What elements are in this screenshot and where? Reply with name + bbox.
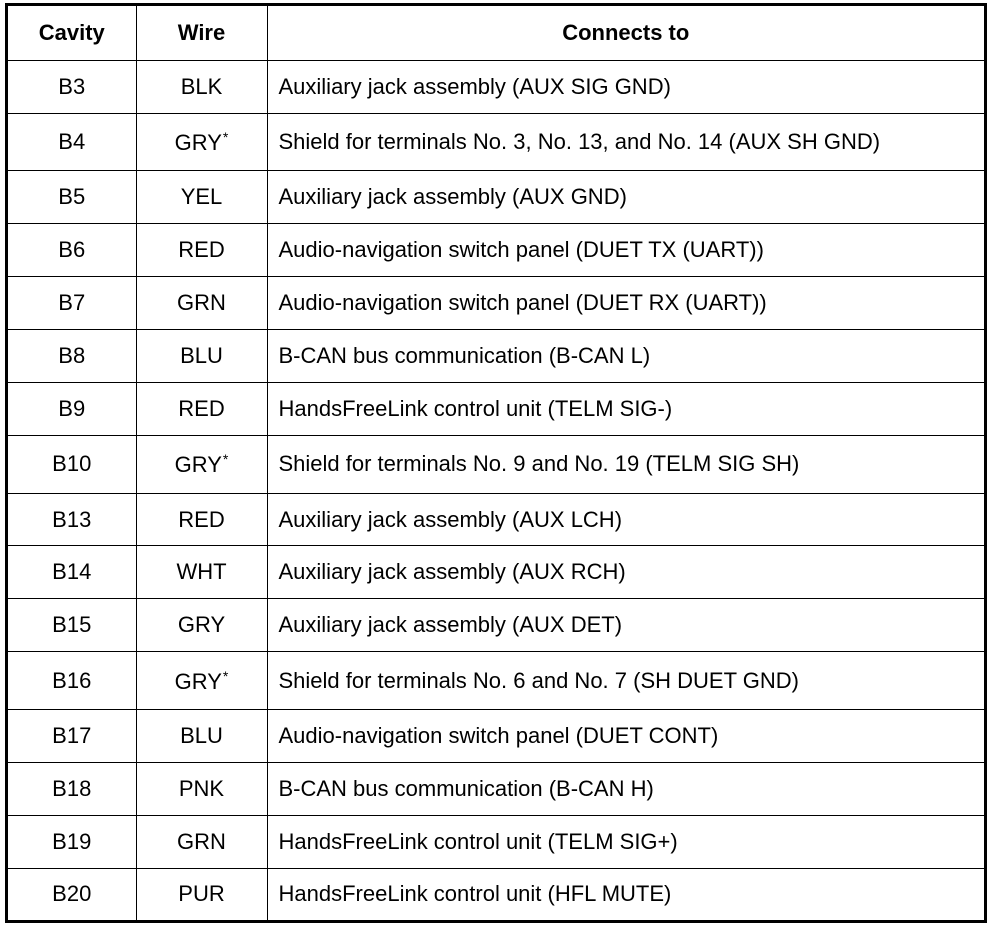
table-row bbox=[8, 493, 984, 546]
wire-cell bbox=[136, 709, 267, 762]
table-row bbox=[8, 224, 984, 277]
wire-color-label: BLK bbox=[180, 73, 223, 99]
wire-color-label: RED bbox=[178, 237, 225, 263]
cavity-cell: B18 bbox=[8, 762, 136, 815]
cavity-cell: B6 bbox=[8, 224, 136, 277]
cavity-cell: B4 bbox=[8, 113, 136, 171]
wire-color-label: PNK bbox=[178, 775, 225, 801]
connects-to-cell: Auxiliary jack assembly (AUX LCH) bbox=[267, 493, 984, 546]
connects-to-cell: Auxiliary jack assembly (AUX SIG GND) bbox=[267, 61, 984, 114]
cavity-cell: B16 bbox=[8, 652, 136, 710]
cavity-cell: B19 bbox=[8, 815, 136, 868]
header-wire: Wire bbox=[136, 6, 267, 61]
wire-color-label: BLU bbox=[180, 343, 223, 369]
wire-color-label: YEL bbox=[180, 184, 223, 210]
wire-color-label: RED bbox=[178, 506, 225, 532]
table-row bbox=[8, 383, 984, 436]
cavity-cell: B3 bbox=[8, 61, 136, 114]
table-row bbox=[8, 171, 984, 224]
shield-asterisk: * bbox=[222, 451, 229, 468]
table-body bbox=[8, 61, 984, 921]
table-row bbox=[8, 546, 984, 599]
connector-table-frame bbox=[5, 3, 987, 923]
cavity-cell: B14 bbox=[8, 546, 136, 599]
table-row bbox=[8, 436, 984, 494]
wire-cell bbox=[136, 277, 267, 330]
connects-to-cell: B-CAN bus communication (B-CAN H) bbox=[267, 762, 984, 815]
table-row bbox=[8, 599, 984, 652]
connects-to-cell: Audio-navigation switch panel (DUET TX (UART)) bbox=[267, 224, 984, 277]
connects-to-cell: Auxiliary jack assembly (AUX DET) bbox=[267, 599, 984, 652]
connects-to-cell: Auxiliary jack assembly (AUX RCH) bbox=[267, 546, 984, 599]
connects-to-cell: Shield for terminals No. 3, No. 13, and No. 14 (AUX SH GND) bbox=[267, 113, 984, 171]
table-row bbox=[8, 652, 984, 710]
table-header-row bbox=[8, 6, 984, 61]
wire-cell bbox=[136, 383, 267, 436]
cavity-cell: B7 bbox=[8, 277, 136, 330]
connects-to-cell: HandsFreeLink control unit (HFL MUTE) bbox=[267, 868, 984, 920]
table-row bbox=[8, 277, 984, 330]
connects-to-cell: Audio-navigation switch panel (DUET RX (UART)) bbox=[267, 277, 984, 330]
wire-cell bbox=[136, 171, 267, 224]
cavity-cell: B15 bbox=[8, 599, 136, 652]
connector-pinout-table bbox=[8, 6, 984, 920]
cavity-cell: B9 bbox=[8, 383, 136, 436]
table-row bbox=[8, 815, 984, 868]
table-row bbox=[8, 709, 984, 762]
connects-to-cell: Audio-navigation switch panel (DUET CONT) bbox=[267, 709, 984, 762]
wire-color-label: PUR bbox=[178, 881, 225, 907]
connects-to-cell: HandsFreeLink control unit (TELM SIG-) bbox=[267, 383, 984, 436]
shield-asterisk: * bbox=[222, 667, 229, 684]
wire-color-label: GRY bbox=[174, 668, 222, 694]
wire-cell bbox=[136, 762, 267, 815]
table-row bbox=[8, 762, 984, 815]
wire-color-label: GRY bbox=[177, 612, 226, 638]
wire-cell bbox=[136, 815, 267, 868]
wire-color-label: RED bbox=[178, 396, 225, 422]
wire-color-label: GRY bbox=[174, 130, 222, 156]
connects-to-cell: HandsFreeLink control unit (TELM SIG+) bbox=[267, 815, 984, 868]
table-row bbox=[8, 330, 984, 383]
table-row bbox=[8, 113, 984, 171]
wire-cell bbox=[136, 113, 267, 171]
wire-cell bbox=[136, 493, 267, 546]
wire-cell bbox=[136, 224, 267, 277]
shield-asterisk: * bbox=[222, 129, 229, 146]
cavity-cell: B10 bbox=[8, 436, 136, 494]
connects-to-cell: B-CAN bus communication (B-CAN L) bbox=[267, 330, 984, 383]
cavity-cell: B17 bbox=[8, 709, 136, 762]
wire-cell bbox=[136, 868, 267, 920]
header-cavity: Cavity bbox=[8, 6, 136, 61]
wire-color-label: GRN bbox=[177, 290, 226, 316]
wire-color-label: BLU bbox=[180, 722, 223, 748]
wire-cell bbox=[136, 599, 267, 652]
connects-to-cell: Shield for terminals No. 6 and No. 7 (SH DUET GND) bbox=[267, 652, 984, 710]
wire-color-label: GRY bbox=[174, 452, 222, 478]
wire-cell bbox=[136, 652, 267, 710]
cavity-cell: B13 bbox=[8, 493, 136, 546]
wire-color-label: GRN bbox=[177, 828, 226, 854]
table-row bbox=[8, 61, 984, 114]
wire-cell bbox=[136, 61, 267, 114]
wire-cell bbox=[136, 546, 267, 599]
cavity-cell: B5 bbox=[8, 171, 136, 224]
wire-cell bbox=[136, 330, 267, 383]
cavity-cell: B20 bbox=[8, 868, 136, 920]
wire-cell bbox=[136, 436, 267, 494]
header-connects-to: Connects to bbox=[267, 6, 984, 61]
wire-color-label: WHT bbox=[176, 559, 227, 585]
table-row bbox=[8, 868, 984, 920]
connects-to-cell: Auxiliary jack assembly (AUX GND) bbox=[267, 171, 984, 224]
connects-to-cell: Shield for terminals No. 9 and No. 19 (TELM SIG SH) bbox=[267, 436, 984, 494]
cavity-cell: B8 bbox=[8, 330, 136, 383]
